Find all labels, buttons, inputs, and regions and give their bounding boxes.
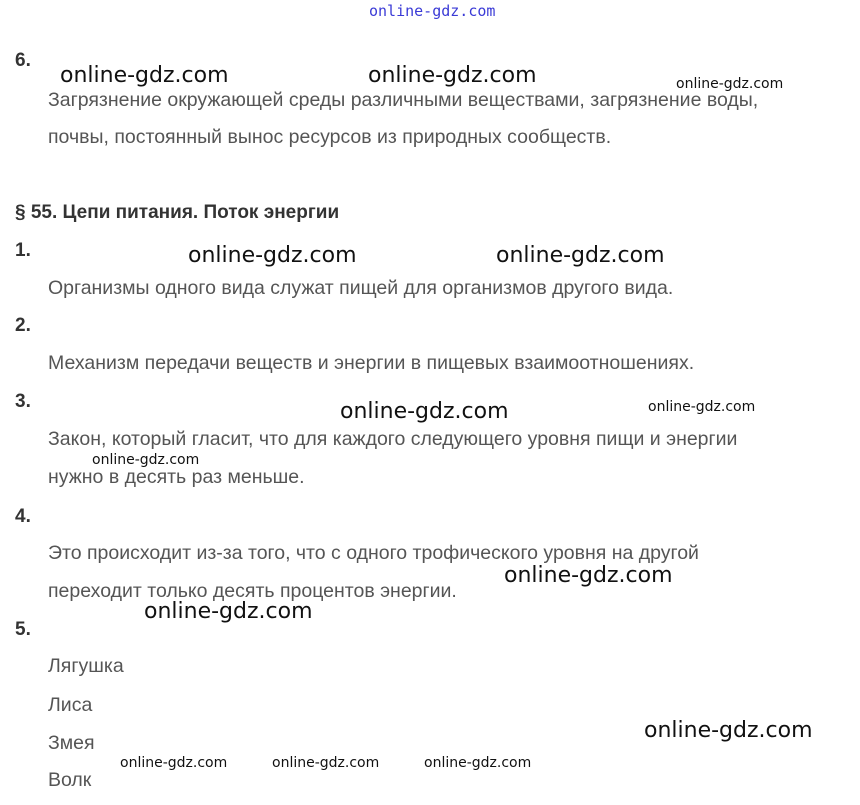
answer-4-text-line2: переходит только десять процентов энергии. <box>48 580 457 602</box>
food-chain-item: Змея <box>48 732 95 754</box>
site-logo: online-gdz.com <box>369 2 496 20</box>
answer-2-text: Механизм передачи веществ и энергии в пищевых взаимоотношениях. <box>48 352 695 374</box>
food-chain-item: Волк <box>48 769 92 791</box>
answer-1-number: 1. <box>15 240 31 261</box>
watermark: online-gdz.com <box>188 243 357 268</box>
answer-6-text-line2: почвы, постоянный вынос ресурсов из природных сообществ. <box>48 126 612 148</box>
watermark: online-gdz.com <box>92 452 200 468</box>
watermark: online-gdz.com <box>60 63 229 88</box>
watermark: online-gdz.com <box>504 563 673 588</box>
answer-3-number: 3. <box>15 391 31 412</box>
watermark: online-gdz.com <box>676 76 784 92</box>
watermark: online-gdz.com <box>424 755 532 771</box>
section-title: § 55. Цепи питания. Поток энергии <box>15 202 340 223</box>
answer-3-text-line2: нужно в десять раз меньше. <box>48 466 305 488</box>
watermark: online-gdz.com <box>644 718 813 743</box>
food-chain-item: Лягушка <box>48 655 124 677</box>
watermark: online-gdz.com <box>272 755 380 771</box>
watermark: online-gdz.com <box>368 63 537 88</box>
answer-3-text-line1: Закон, который гласит, что для каждого следующего уровня пищи и энергии <box>48 428 738 450</box>
watermark: online-gdz.com <box>496 243 665 268</box>
answer-6-number: 6. <box>15 50 31 71</box>
answer-4-number: 4. <box>15 506 31 527</box>
answer-1-text: Организмы одного вида служат пищей для организмов другого вида. <box>48 277 674 299</box>
watermark: online-gdz.com <box>648 399 756 415</box>
food-chain-item: Лиса <box>48 694 93 716</box>
answer-6-text-line1: Загрязнение окружающей среды различными веществами, загрязнение воды, <box>48 89 759 111</box>
watermark: online-gdz.com <box>144 599 313 624</box>
answer-4-text-line1: Это происходит из-за того, что с одного трофического уровня на другой <box>48 542 699 564</box>
watermark: online-gdz.com <box>340 399 509 424</box>
answer-2-number: 2. <box>15 315 31 336</box>
answer-5-number: 5. <box>15 619 31 640</box>
watermark: online-gdz.com <box>120 755 228 771</box>
